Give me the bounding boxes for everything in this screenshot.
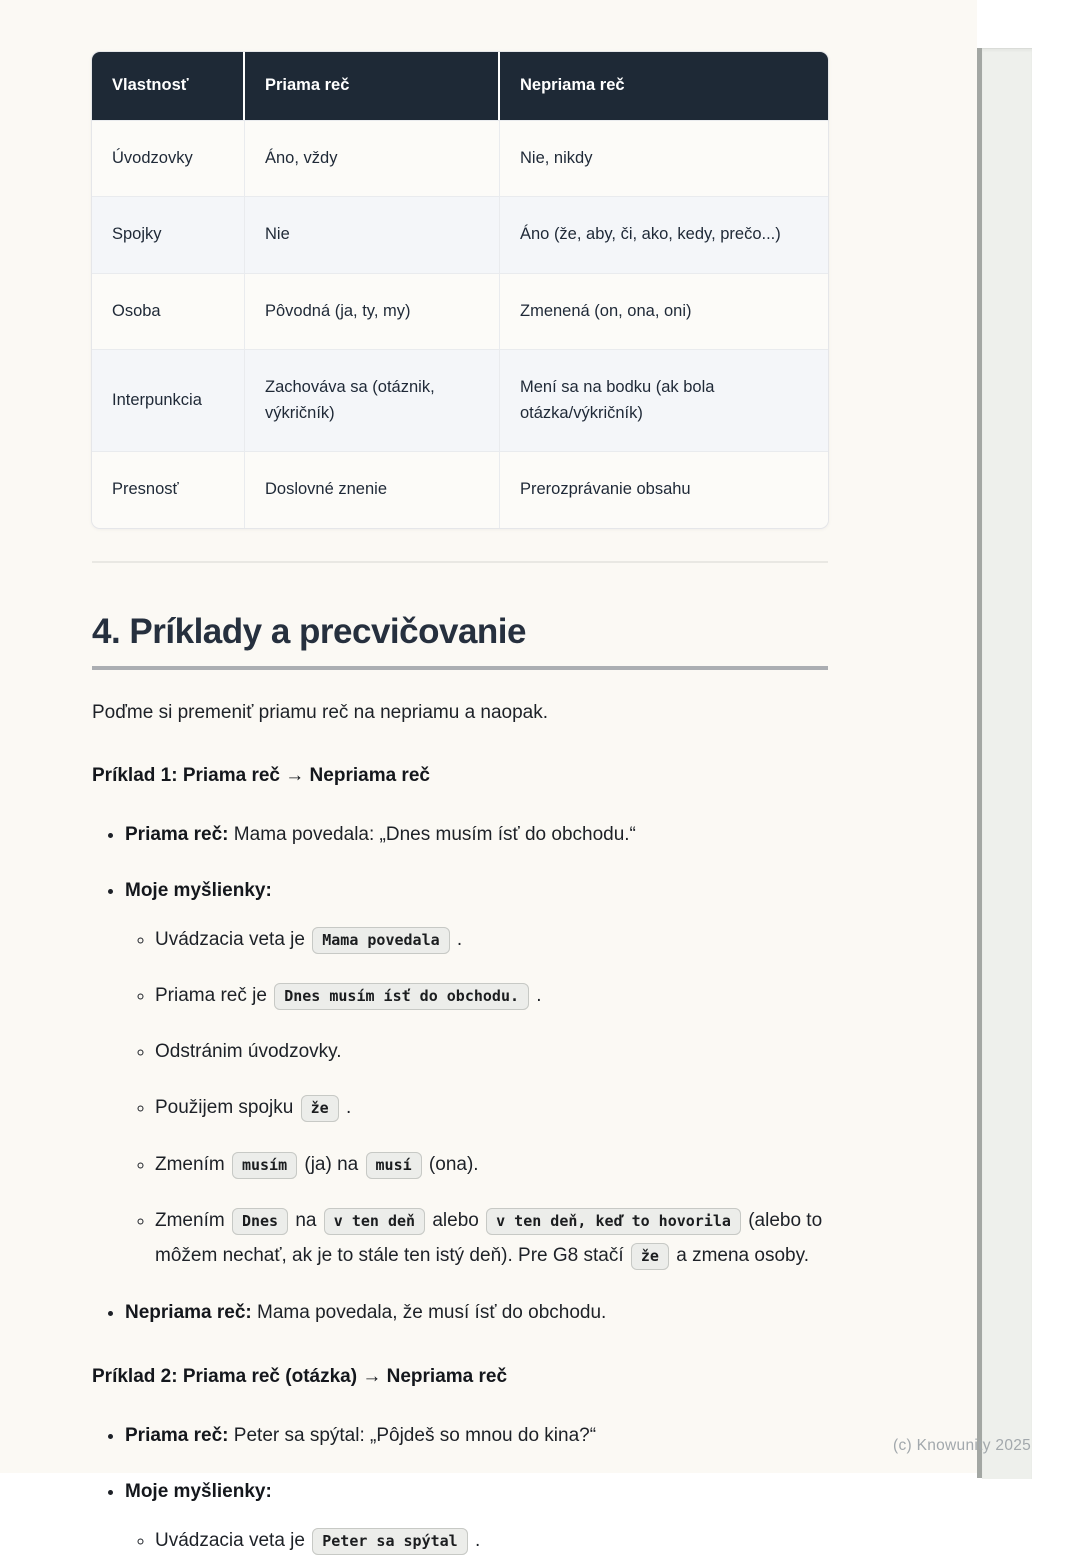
- inline-code-chip: že: [301, 1095, 339, 1122]
- list-item-my-thoughts: [125, 1476, 828, 1558]
- table-cell: Prerozprávanie obsahu: [500, 451, 828, 528]
- thought-item: ◦ Zmením Dnes na v ten deň alebo v ten deň, keď to hovorila (alebo to môžem nechať, ak je to stále ten istý deň). Pre G8 stačí že a zmena osoby.: [155, 1203, 828, 1273]
- inline-code-chip: Dnes musím ísť do obchodu.: [274, 983, 529, 1010]
- list-item-direct-speech: • Priama reč: Mama povedala: „Dnes musím ísť do obchodu.“: [125, 819, 828, 850]
- bold-label: Nepriama reč:: [125, 1302, 252, 1324]
- table-header-cell: Vlastnosť: [92, 52, 245, 120]
- table-cell: Zachováva sa (otáznik, výkričník): [245, 349, 500, 451]
- example2-title: Príklad 2: Priama reč (otázka) → Nepriama reč: [92, 1366, 508, 1388]
- inline-code-chip: v ten deň: [324, 1208, 425, 1235]
- table-cell: Mení sa na bodku (ak bola otázka/výkričník): [500, 349, 828, 451]
- inline-code-chip: musím: [232, 1152, 297, 1179]
- next-page-edge-panel: [982, 48, 1032, 1479]
- thoughts-label: [125, 880, 272, 901]
- example1-thoughts-list: [125, 922, 828, 1273]
- bold-label: Moje myšlienky:: [125, 879, 272, 901]
- table-cell: Interpunkcia: [92, 349, 245, 451]
- inline-code-chip: v ten deň, keď to hovorila: [486, 1208, 741, 1235]
- list-item-indirect-speech: • Nepriama reč: Mama povedala, že musí ísť do obchodu.: [125, 1297, 828, 1328]
- table-cell: Úvodzovky: [92, 120, 245, 197]
- bold-label: Priama reč:: [125, 1425, 229, 1447]
- example2-thoughts-list: [125, 1523, 828, 1558]
- example2-list: [92, 1420, 828, 1558]
- bold-label: Moje myšlienky:: [125, 1480, 272, 1502]
- heading-underline-rule: [92, 666, 828, 670]
- watermark: (c) Knowunity 2025: [893, 1437, 1032, 1454]
- table-header-cell: Priama reč: [245, 52, 500, 120]
- list-item-my-thoughts: [125, 875, 828, 1273]
- table-row: [92, 273, 828, 350]
- inline-code-chip: Dnes: [232, 1208, 288, 1235]
- thought-item: ◦ Odstránim úvodzovky.: [155, 1034, 828, 1069]
- table-cell: Nie: [245, 196, 500, 273]
- inline-code-chip: Mama povedala: [312, 927, 449, 954]
- table-row: [92, 196, 828, 273]
- table-cell: Doslovné znenie: [245, 451, 500, 528]
- list-item-direct-speech: • Priama reč: Peter sa spýtal: „Pôjdeš so mnou do kina?“: [125, 1420, 828, 1451]
- comparison-table: [92, 52, 828, 528]
- table-body: [92, 120, 828, 528]
- table-cell: Osoba: [92, 273, 245, 350]
- example1-title: Príklad 1: Priama reč → Nepriama reč: [92, 765, 430, 787]
- thought-item: ◦ Priama reč je Dnes musím ísť do obchodu. .: [155, 978, 828, 1013]
- inline-code-chip: že: [631, 1243, 669, 1270]
- thought-item: ◦ Uvádzacia veta je Peter sa spýtal .: [155, 1523, 828, 1558]
- thought-item: ◦ Uvádzacia veta je Mama povedala .: [155, 922, 828, 957]
- inline-code-chip: Peter sa spýtal: [312, 1528, 467, 1555]
- table-header-cell: Nepriama reč: [500, 52, 828, 120]
- inline-code-chip: musí: [366, 1152, 422, 1179]
- thoughts-label: [125, 1481, 272, 1502]
- thought-item: ◦ Použijem spojku že .: [155, 1090, 828, 1125]
- table-cell: Presnosť: [92, 451, 245, 528]
- table-cell: Nie, nikdy: [500, 120, 828, 197]
- table-row: [92, 451, 828, 528]
- example1-list: [92, 819, 828, 1328]
- section-title: 4. Príklady a precvičovanie: [92, 611, 526, 651]
- table-header-row: [92, 52, 828, 120]
- table-cell: Áno (že, aby, či, ako, kedy, prečo...): [500, 196, 828, 273]
- intro-paragraph: Poďme si premeniť priamu reč na nepriamu a naopak.: [92, 701, 549, 723]
- table-row: [92, 349, 828, 451]
- thought-item: ◦ Zmením musím (ja) na musí (ona).: [155, 1147, 828, 1182]
- table-cell: Zmenená (on, ona, oni): [500, 273, 828, 350]
- section-divider: [92, 561, 828, 563]
- bold-label: Priama reč:: [125, 824, 229, 846]
- table-cell: Pôvodná (ja, ty, my): [245, 273, 500, 350]
- table-cell: Spojky: [92, 196, 245, 273]
- table-cell: Áno, vždy: [245, 120, 500, 197]
- table-row: [92, 120, 828, 197]
